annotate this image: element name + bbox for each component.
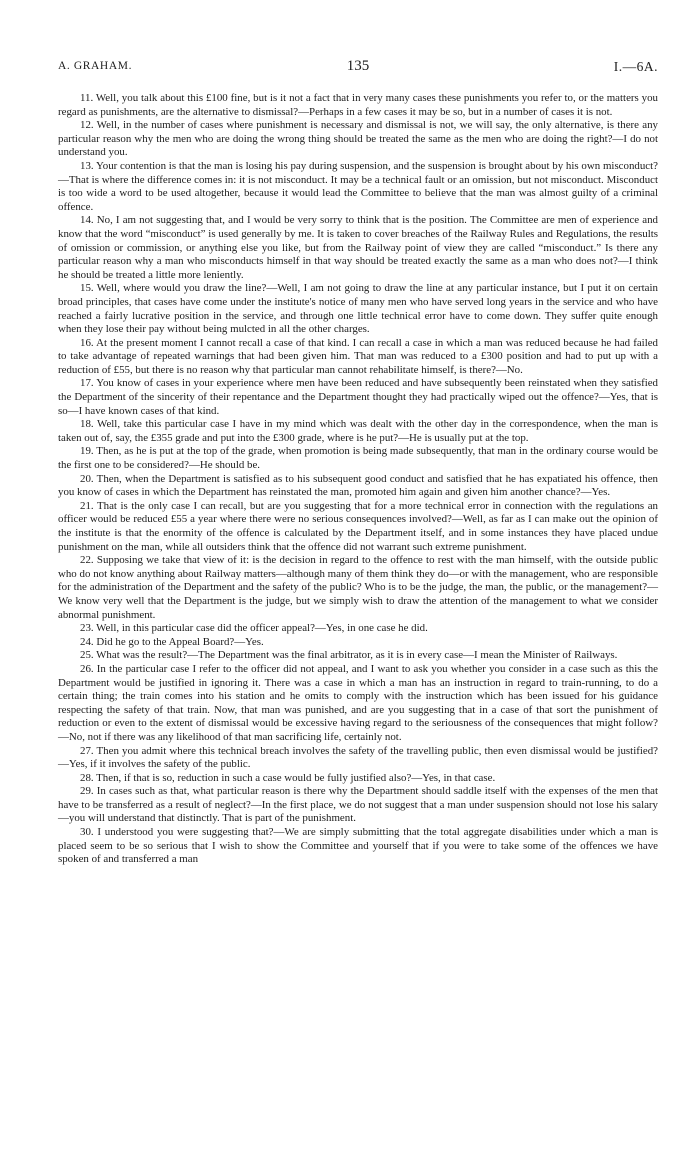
page-number: 135 — [346, 58, 370, 74]
paragraph-16: 16. At the present moment I cannot recall a case of that kind. I can recall a case in which a man was reduced because he had failed to take advantage of repeated warnings that had been given him. That man was reduced to a £300 position and had to put up with a reduction of £55, but there is no reason why that particular man cannot rehabilitate himself, is there?—No. — [58, 336, 658, 376]
paragraph-18: 18. Well, take this particular case I have in my mind which was dealt with the other day in the correspondence, when the man is taken out of, say, the £355 grade and put into the £300 grade, where is he put?—He is usually put at the top. — [58, 418, 658, 444]
paragraph-14: 14. No, I am not suggesting that, and I would be very sorry to think that is the position. The Committee are men of experience and know that the word “misconduct” is used generally by me. It is taken to cover breaches of the Railway Rules and Regulations, the results of omission or commission, or anything else you like, but from the Railway point of view they are called “misconduct.” Is there any particular reason why a man who misconducts himself in that way should be treated exactly the same as a man who does not?—I think he should be treated a little more leniently. — [58, 214, 658, 281]
paragraph-23: 23. Well, in this particular case did the officer appeal?—Yes, in one case he did. — [80, 622, 428, 635]
paragraph-27: 27. Then you admit where this technical breach involves the safety of the travelling public, then even dismissal would be justified?—Yes, if it involves the safety of the public. — [58, 744, 658, 771]
paragraph-20: 20. Then, when the Department is satisfied as to his subsequent good conduct and satisfied that he has expatiated his offence, then you know of cases in which the Department has reinstated the man, promoted him again and given him another chance?—Yes. — [58, 472, 658, 499]
witness-name: A. GRAHAM. — [58, 60, 133, 72]
paragraph-13: 13. Your contention is that the man is losing his pay during suspension, and the suspension is brought about by his own misconduct?—That is where the difference comes in: it is not misconduct. It may be a technical fault or an omission, but not misconduct. Misconduct is too wide a word to be used altogether, because it would lead the Committee to believe that the man was almost guilty of a criminal offence. — [58, 159, 658, 213]
transcript-body — [58, 92, 658, 867]
document-reference: I.—6A. — [613, 59, 658, 74]
paragraph-29: 29. In cases such as that, what particular reason is there why the Department should saddle itself with the expenses of the men that have to be transferred as a result of neglect?—In the first place, we do not suggest that a man under suspension should not lose his salary—you will understand that distinctly. That is part of the punishment. — [58, 785, 658, 825]
paragraph-30: 30. I understood you were suggesting that?—We are simply submitting that the total aggregate disabilities under which a man is placed seem to be so serious that I wish to show the Committee and yourself that if you were to take some of the offences we have spoken of and transferred a man — [58, 826, 658, 866]
page-header — [58, 58, 658, 80]
paragraph-24: 24. Did he go to the Appeal Board?—Yes. — [80, 635, 264, 648]
paragraph-17: 17. You know of cases in your experience where men have been reduced and have subsequently been reinstated when they satisfied the Department of the sincerity of their repentance and the Department thought they had practically wiped out the offence?—Yes, that is so—I have known cases of that kind. — [58, 377, 658, 417]
paragraph-12: 12. Well, in the number of cases where punishment is necessary and dismissal is not, we will say, the only alternative, is there any particular reason why the men who are doing the wrong thing should be treated the same as the men who are doing the right?—I do not understand you. — [58, 119, 658, 159]
paragraph-28: 28. Then, if that is so, reduction in such a case would be fully justified also?—Yes, in that case. — [80, 771, 496, 784]
paragraph-22: 22. Supposing we take that view of it: is the decision in regard to the offence to rest with the man himself, with the outside public who do not know anything about Railway matters—although many of them think they do—or with the management, who are responsible for the administration of the Department and the safety of the public? Who is to be the judge, the man, the public, or the management?—We know very well that the Department is the judge, but we simply wish to draw the attention of the management to what we consider abnormal punishment. — [58, 554, 658, 621]
paragraph-11: 11. Well, you talk about this £100 fine, but is it not a fact that in very many cases these punishments you refer to, or the matters you regard as punishments, are the alternative to dismissal?—Perhaps in a few cases it may be so, but in a number of cases it is not. — [58, 92, 658, 118]
paragraph-21: 21. That is the only case I can recall, but are you suggesting that for a more technical error in connection with the regulations an officer would be reduced £55 a year where there were no serious consequences involved?—Well, as far as I can make out the opinion of the institute is that the enormity of the offence is calculated by the Department itself, and in some instances they have placed undue punishment on the man, while all outsiders think that the offence did not warrant such extreme punishment. — [58, 499, 658, 553]
paragraph-26: 26. In the particular case I refer to the officer did not appeal, and I want to ask you whether you consider in a case such as this the Department would be justified in ignoring it. There was a case in which a man has an instruction in regard to train-running, to do a certain thing; the train comes into his station and he omits to comply with the instruction which has been issued for his guidance respecting the safety of that train. Now, that man was punished, and are you suggesting that in a case of that sort the punishment of reduction or even to the extent of dismissal would be excessive having regard to the seriousness of the consequences that might follow?—No, not if there was any likelihood of that man sacrificing life, certainly not. — [58, 662, 658, 743]
paragraph-15: 15. Well, where would you draw the line?—Well, I am not going to draw the line at any particular instance, but I put it on certain broad principles, that cases have come under the institute's notice of many men who have served long years in the service and who have reached a fairly lucrative position in the service, and through one little technical error have to come down. They suffer quite enough when they lose their pay without being mulcted in all the other charges. — [58, 282, 658, 336]
paragraph-25: 25. What was the result?—The Department was the final arbitrator, as it is in every case—I mean the Minister of Railways. — [80, 649, 618, 662]
paragraph-19: 19. Then, as he is put at the top of the grade, when promotion is being made subsequently, that man in the ordinary course would be the first one to be considered?—He should be. — [58, 445, 658, 472]
